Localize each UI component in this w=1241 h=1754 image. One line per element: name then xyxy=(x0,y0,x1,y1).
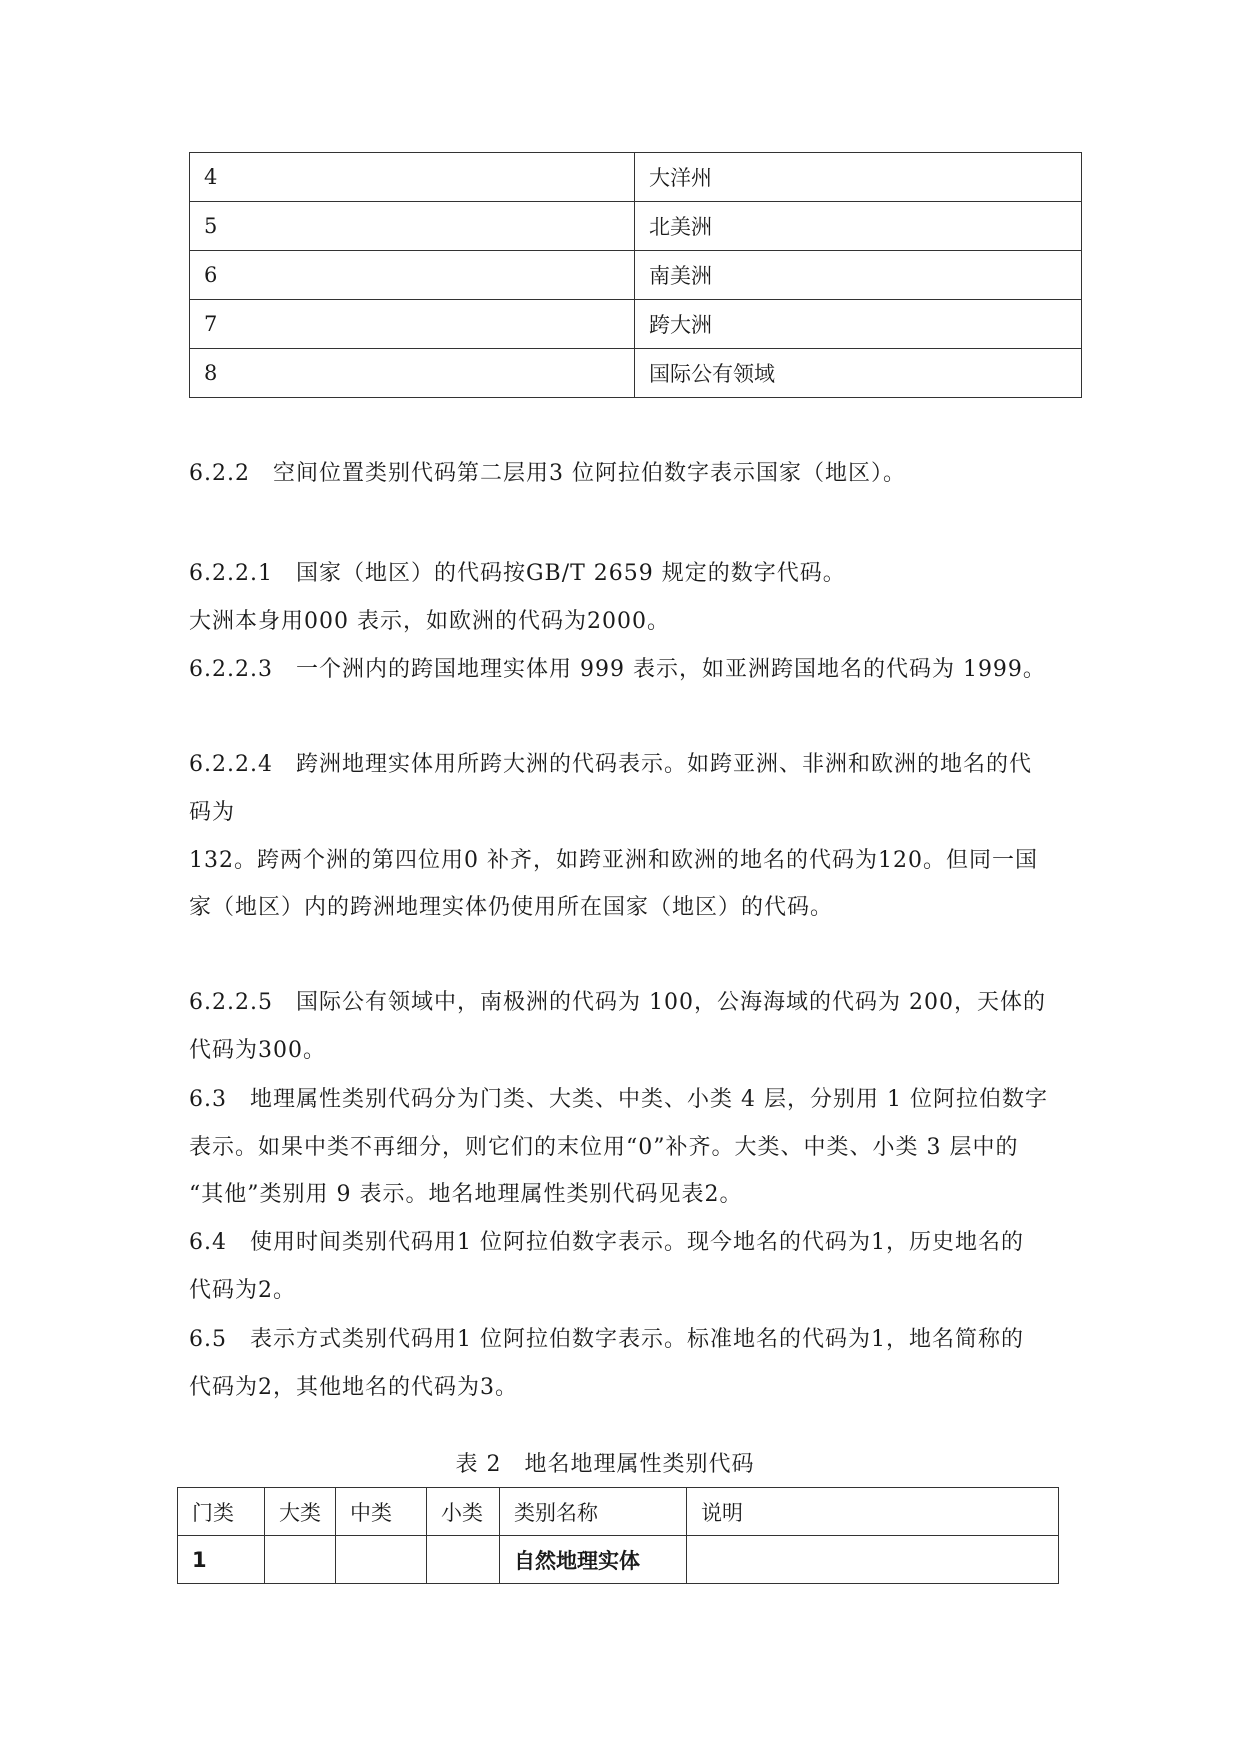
clause-6-4-line2: 代码为2。 xyxy=(189,1278,296,1303)
clause-6-2-2-5-line1: 6.2.2.5 国际公有领域中，南极洲的代码为 100，公海海域的代码为 200，天体的 xyxy=(189,990,1046,1015)
code-cell: 4 xyxy=(190,153,635,202)
clause-6-2-2-4-line2: 码为 xyxy=(189,800,236,825)
clause-6-4-line1: 6.4 使用时间类别代码用1 位阿拉伯数字表示。现今地名的代码为1，历史地名的 xyxy=(189,1230,1024,1255)
name-cell: 跨大洲 xyxy=(635,300,1082,349)
code-cell: 8 xyxy=(190,349,635,398)
clause-6-2-2: 6.2.2 空间位置类别代码第二层用3 位阿拉伯数字表示国家（地区）。 xyxy=(189,461,906,486)
cell xyxy=(336,1536,427,1584)
name-cell: 大洋州 xyxy=(635,153,1082,202)
clause-6-2-2-4-line4: 家（地区）内的跨洲地理实体仍使用所在国家（地区）的代码。 xyxy=(189,895,834,920)
code-cell: 7 xyxy=(190,300,635,349)
table-header-row xyxy=(178,1488,1059,1536)
clause-6-2-2-5-line2: 代码为300。 xyxy=(189,1038,326,1063)
header-cell: 小类 xyxy=(427,1488,500,1536)
clause-6-3-line1: 6.3 地理属性类别代码分为门类、大类、中类、小类 4 层，分别用 1 位阿拉伯数字 xyxy=(189,1087,1048,1112)
table-row xyxy=(190,251,1082,300)
header-cell: 中类 xyxy=(336,1488,427,1536)
clause-6-5-line1: 6.5 表示方式类别代码用1 位阿拉伯数字表示。标准地名的代码为1，地名简称的 xyxy=(189,1327,1024,1352)
table-row xyxy=(190,349,1082,398)
table-row xyxy=(178,1536,1059,1584)
header-cell: 类别名称 xyxy=(500,1488,687,1536)
cell: 自然地理实体 xyxy=(500,1536,687,1584)
code-cell: 5 xyxy=(190,202,635,251)
clause-6-2-2-4-line1: 6.2.2.4 跨洲地理实体用所跨大洲的代码表示。如跨亚洲、非洲和欧洲的地名的代 xyxy=(189,752,1032,777)
clause-6-2-2-1: 6.2.2.1 国家（地区）的代码按GB/T 2659 规定的数字代码。 xyxy=(189,561,846,586)
clause-6-2-2-4-line3: 132。跨两个洲的第四位用0 补齐，如跨亚洲和欧洲的地名的代码为120。但同一国 xyxy=(189,848,1038,873)
clause-6-5-line2: 代码为2，其他地名的代码为3。 xyxy=(189,1375,518,1400)
clause-6-2-2-3: 6.2.2.3 一个洲内的跨国地理实体用 999 表示，如亚洲跨国地名的代码为 1999。 xyxy=(189,657,1046,682)
cell xyxy=(687,1536,1059,1584)
code-cell: 6 xyxy=(190,251,635,300)
table-row xyxy=(190,202,1082,251)
header-cell: 门类 xyxy=(178,1488,265,1536)
cell xyxy=(427,1536,500,1584)
cell: 1 xyxy=(178,1536,265,1584)
cell xyxy=(265,1536,336,1584)
header-cell: 说明 xyxy=(687,1488,1059,1536)
clause-6-3-line2: 表示。如果中类不再细分，则它们的末位用“0”补齐。大类、中类、小类 3 层中的 xyxy=(189,1135,1019,1160)
continent-code-table xyxy=(189,152,1082,398)
attribute-category-table xyxy=(177,1487,1059,1584)
clause-6-3-line3: “其他”类别用 9 表示。地名地理属性类别代码见表2。 xyxy=(189,1182,743,1207)
table-caption: 表 2 地名地理属性类别代码 xyxy=(455,1452,755,1477)
header-cell: 大类 xyxy=(265,1488,336,1536)
clause-6-2-2-2: 大洲本身用000 表示，如欧洲的代码为2000。 xyxy=(189,609,670,634)
table-row xyxy=(190,300,1082,349)
name-cell: 北美洲 xyxy=(635,202,1082,251)
table-row xyxy=(190,153,1082,202)
name-cell: 南美洲 xyxy=(635,251,1082,300)
name-cell: 国际公有领域 xyxy=(635,349,1082,398)
